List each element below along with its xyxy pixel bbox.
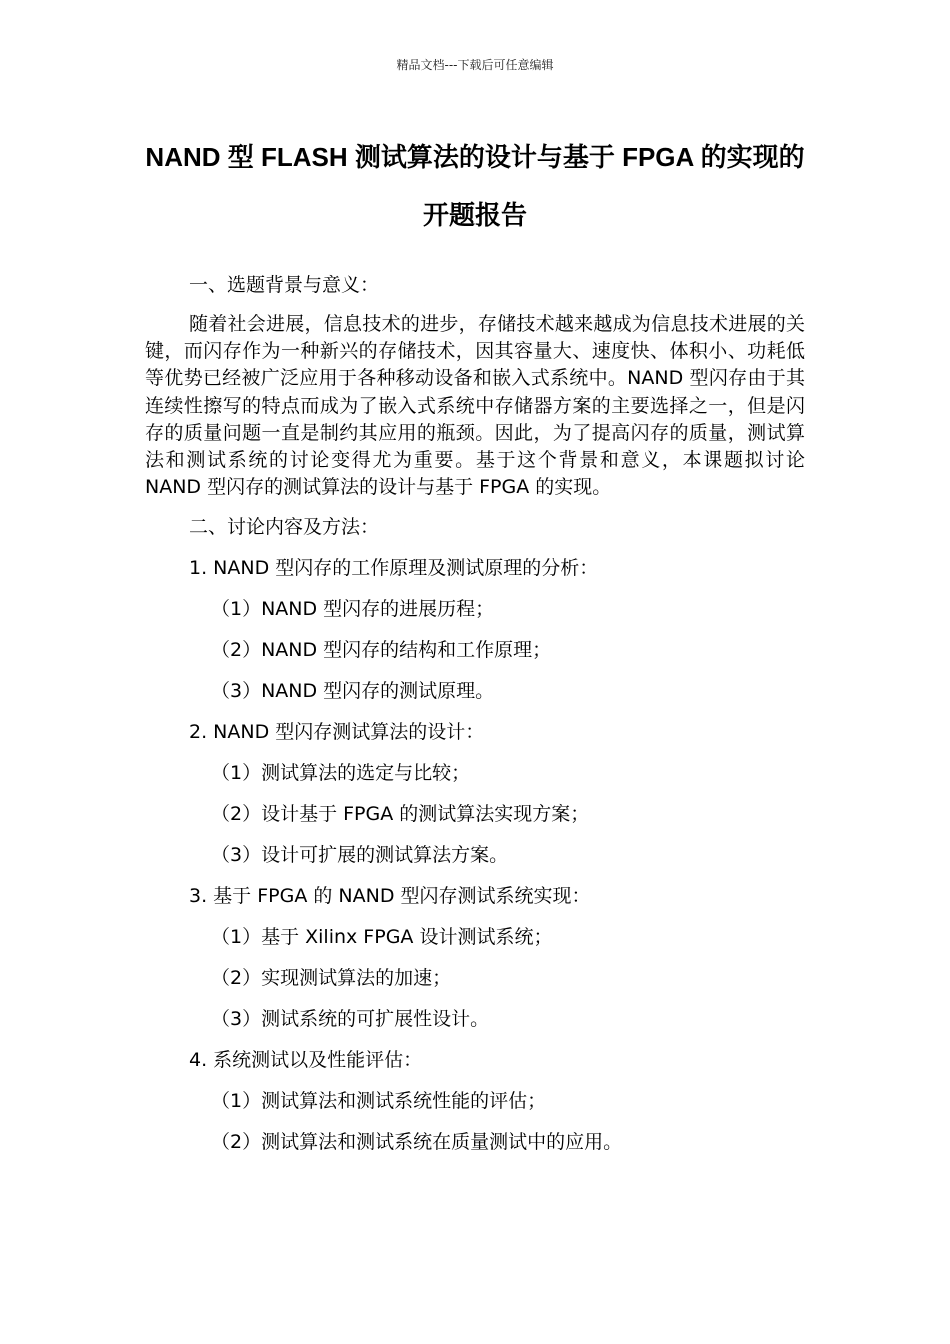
list-item-1-1: （1）NAND 型闪存的进展历程； [211,598,495,621]
list-item-3: 3. 基于 FPGA 的 NAND 型闪存测试系统实现： [189,885,591,908]
document-body [145,270,805,1157]
header-note: 精品文档---下载后可任意编辑 [396,58,554,72]
document-title: NAND 型 FLASH 测试算法的设计与基于 FPGA 的实现的开题报告 [145,142,805,230]
list-item-2: 2. NAND 型闪存测试算法的设计： [189,721,485,744]
list-item-1: 1. NAND 型闪存的工作原理及测试原理的分析： [189,557,599,580]
list-item-3-2: （2）实现测试算法的加速； [211,967,452,990]
list-item-4-1: （1）测试算法和测试系统性能的评估； [211,1090,547,1113]
list-item-1-3: （3）NAND 型闪存的测试原理。 [211,680,495,703]
background-paragraph: 随着社会进展，信息技术的进步，存储技术越来越成为信息技术进展的关键，而闪存作为一种新兴的存储技术，因其容量大、速度快、体积小、功耗低等优势已经被广泛应用于各种移动设备和嵌入式系统中。NAND 型闪存由于其连续性擦写的特点而成为了嵌入式系统中存储器方案的主要选择之一，但是闪存的质量问题一直是制约其应用的瓶颈。因此，为了提高闪存的质量，测试算法和测试系统的讨论变得尤为重要。基于这个背景和意义，本课题拟讨论 NAND 型闪存的测试算法的设计与基于 FPGA 的实现。 [145,313,805,499]
section-heading-content-method: 二、讨论内容及方法： [189,516,380,539]
list-item-2-1: （1）测试算法的选定与比较； [211,762,471,785]
section-heading-background: 一、选题背景与意义： [189,274,380,296]
list-item-2-3: （3）设计可扩展的测试算法方案。 [211,844,509,867]
list-item-3-3: （3）测试系统的可扩展性设计。 [211,1008,490,1031]
list-item-2-2: （2）设计基于 FPGA 的测试算法实现方案； [211,803,590,826]
list-item-4: 4. 系统测试以及性能评估： [189,1049,423,1072]
list-item-3-1: （1）基于 Xilinx FPGA 设计测试系统； [211,926,553,949]
list-item-1-2: （2）NAND 型闪存的结构和工作原理； [211,639,552,662]
list-item-4-2: （2）测试算法和测试系统在质量测试中的应用。 [211,1131,623,1154]
